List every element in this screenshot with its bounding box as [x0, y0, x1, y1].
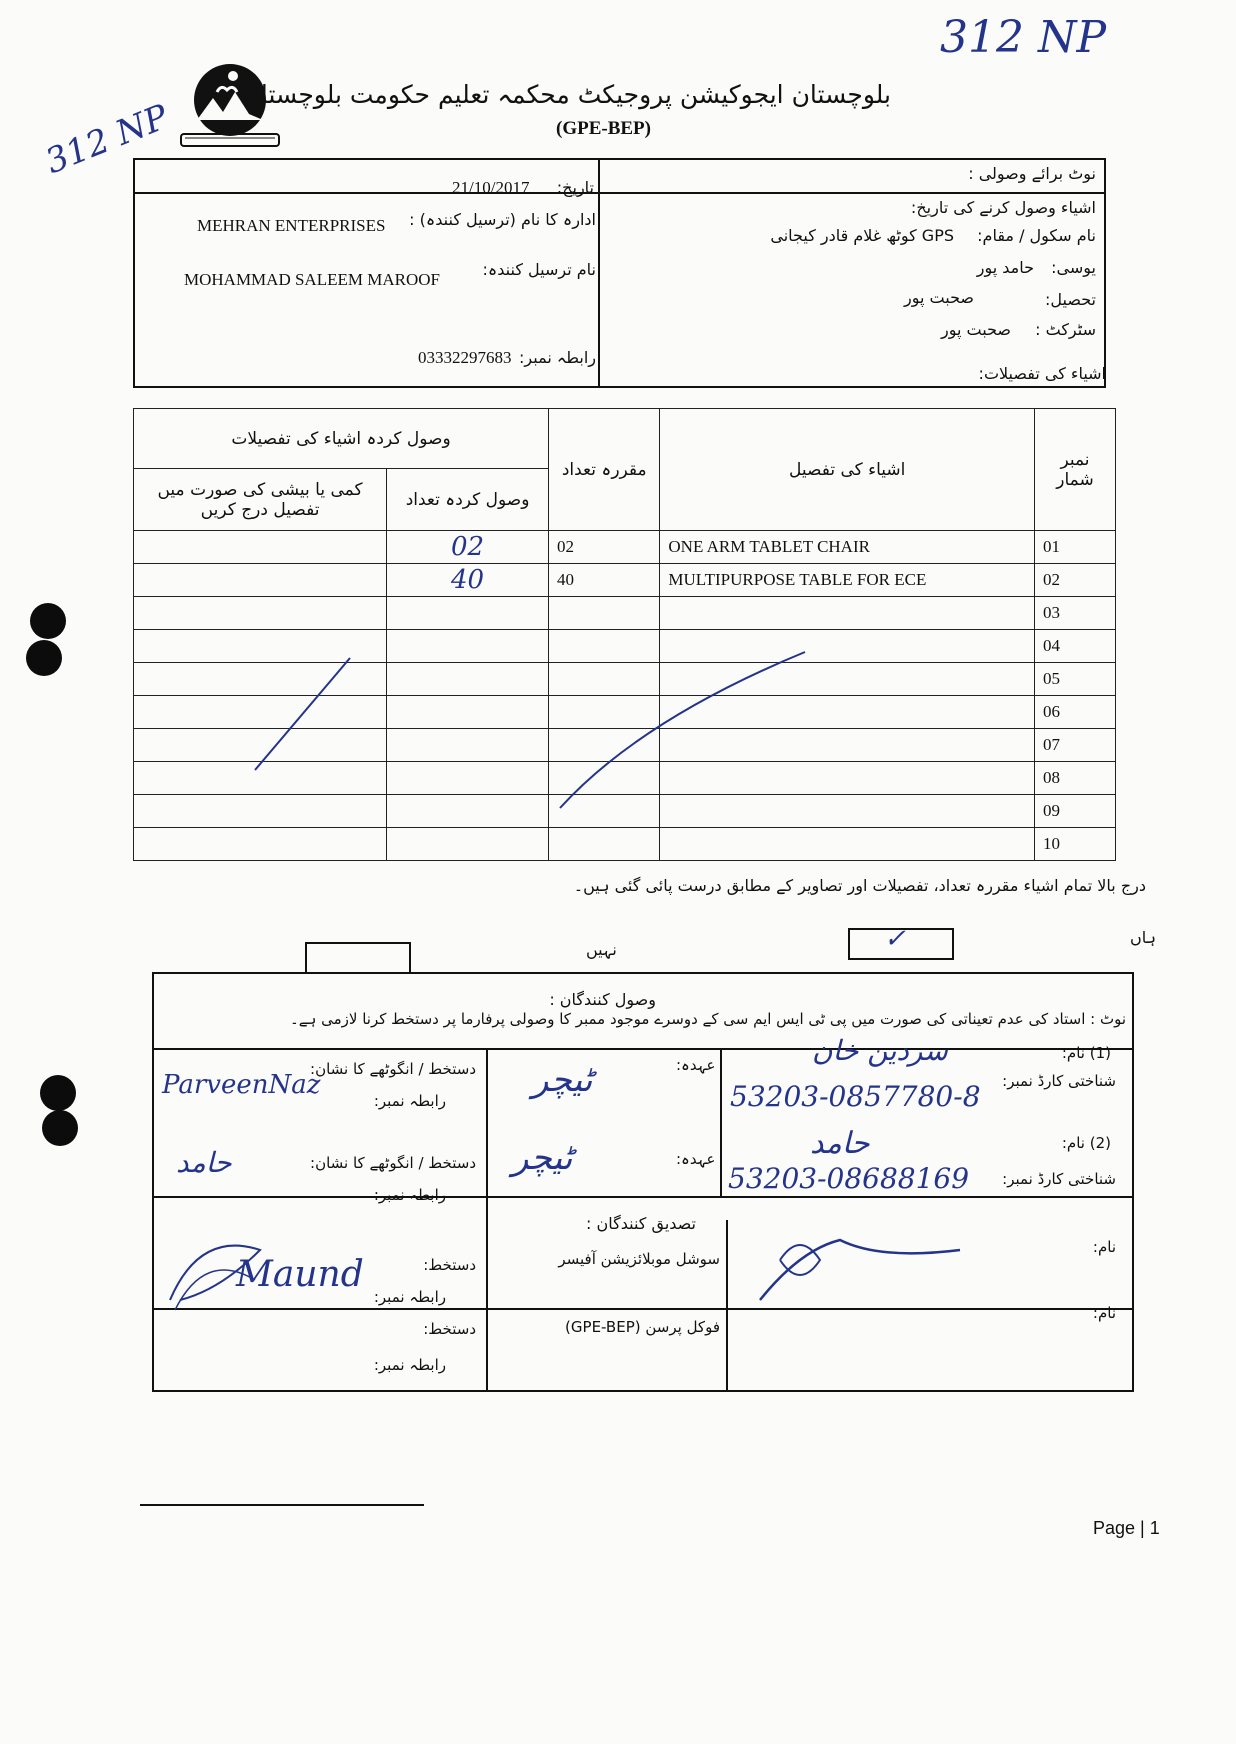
school-value: GPS کوٹھ غلام قادر کیجانی	[770, 226, 954, 245]
sender-label: نام ترسیل کنندہ:	[482, 260, 596, 279]
serial-cell: 06	[1034, 696, 1115, 729]
district-value: صحبت پور	[941, 320, 1011, 339]
table-row	[134, 630, 1116, 663]
col-received-qty: وصول کردہ تعداد	[387, 469, 549, 531]
district-label: سٹرکٹ :	[1035, 320, 1096, 339]
no-label: نہیں	[586, 940, 617, 959]
side-annotation: 312 NP	[40, 96, 174, 183]
v2-sign-label: دستخط:	[423, 1320, 476, 1338]
shortfall-cell	[134, 564, 387, 597]
r2-designation-hand: ٹیچر	[512, 1138, 573, 1178]
punch-hole	[30, 603, 66, 639]
shortfall-cell	[134, 531, 387, 564]
school-label: نام سکول / مقام:	[977, 226, 1096, 245]
serial-cell: 02	[1034, 564, 1115, 597]
fixed-qty-cell: 02	[549, 531, 660, 564]
v2-title: فوکل پرسن (GPE-BEP)	[565, 1318, 720, 1336]
r1-name-hand: سردین خان	[812, 1034, 948, 1067]
r1-sign-hand: ParveenNaz	[162, 1070, 321, 1100]
serial-cell: 09	[1034, 795, 1115, 828]
r2-cnic-label: شناختی کارڈ نمبر:	[1002, 1170, 1116, 1188]
table-row	[134, 597, 1116, 630]
punch-hole	[40, 1075, 76, 1111]
confirmation-statement: درج بالا تمام اشیاء مقررہ تعداد، تفصیلات اور تصاویر کے مطابق درست پائی گئی ہیں۔	[573, 876, 1146, 895]
v1-title: سوشل موبلائزیشن آفیسر	[558, 1250, 720, 1268]
verifiers-row-line	[152, 1308, 1134, 1310]
yes-mark: ✓	[884, 924, 906, 954]
v2-contact-label: رابطہ نمبر:	[373, 1356, 446, 1374]
info-divider	[598, 158, 600, 388]
page-number: Page | 1	[1093, 1518, 1160, 1538]
receive-date-label: اشیاء وصول کرنے کی تاریخ:	[910, 198, 1096, 217]
table-row	[134, 795, 1116, 828]
contact-label: رابطہ نمبر:	[519, 348, 596, 367]
items-table	[133, 408, 1116, 861]
receivers-heading: وصول کنندگان :	[549, 990, 656, 1009]
details-label: اشیاء کی تفصیلات:	[978, 364, 1106, 383]
r2-designation-label: عہدہ:	[676, 1150, 716, 1168]
col-shortfall: کمی یا بیشی کی صورت میں تفصیل درج کریں	[134, 469, 387, 531]
table-row	[134, 729, 1116, 762]
r2-contact-label: رابطہ نمبر:	[373, 1186, 446, 1204]
serial-cell: 03	[1034, 597, 1115, 630]
table-row	[134, 531, 1116, 564]
v1-name-label: نام:	[1092, 1238, 1116, 1256]
yes-checkbox[interactable]	[848, 924, 954, 960]
receivers-note: نوٹ : استاد کی عدم تعیناتی کی صورت میں پی ٹی ایس ایم سی کے دوسرے موجود ممبر کا وصولی پرفارما پر دستخط کرنا لازمی ہے۔	[289, 1010, 1126, 1028]
serial-cell: 07	[1034, 729, 1115, 762]
receivers-divider-2	[720, 1048, 722, 1196]
v1-sign-hand: Maund	[236, 1254, 364, 1295]
serial-cell: 08	[1034, 762, 1115, 795]
header-subtitle: (GPE-BEP)	[556, 118, 651, 139]
punch-hole	[42, 1110, 78, 1146]
received-qty-cell: 40	[387, 564, 549, 597]
r1-name-label: (1) نام:	[1061, 1044, 1111, 1062]
table-row	[134, 762, 1116, 795]
uc-value: حامد پور	[976, 258, 1034, 277]
punch-hole	[26, 640, 62, 676]
info-header-line	[133, 192, 1106, 194]
date-value: 21/10/2017	[452, 178, 530, 197]
tehsil-value: صحبت پور	[904, 288, 974, 307]
receivers-line	[152, 1048, 1134, 1050]
table-row	[134, 564, 1116, 597]
col-fixed-qty: مقررہ تعداد	[549, 409, 660, 531]
uc-label: یوسی:	[1051, 258, 1096, 277]
serial-cell: 01	[1034, 531, 1115, 564]
item-cell: ONE ARM TABLET CHAIR	[660, 531, 1035, 564]
company-label: ادارہ کا نام (ترسیل کنندہ) :	[409, 210, 596, 229]
col-item: اشیاء کی تفصیل	[660, 409, 1035, 531]
table-row	[134, 828, 1116, 861]
col-received-group: وصول کردہ اشیاء کی تفصیلات	[134, 409, 549, 469]
date-label: تاریخ:	[556, 178, 594, 197]
contact-value: 03332297683	[418, 348, 512, 367]
fixed-qty-cell: 40	[549, 564, 660, 597]
v1-sign-label: دستخط:	[423, 1256, 476, 1274]
sender-value: MOHAMMAD SALEEM MAROOF	[184, 270, 440, 289]
note-label: نوٹ برائے وصولی :	[968, 164, 1096, 183]
r1-sign-label: دستخط / انگوٹھے کا نشان:	[310, 1060, 476, 1078]
r1-cnic-label: شناختی کارڈ نمبر:	[1002, 1072, 1116, 1090]
r1-cnic-hand: 53203-0857780-8	[730, 1080, 981, 1113]
r1-contact-label: رابطہ نمبر:	[373, 1092, 446, 1110]
receivers-divider-1	[486, 1048, 488, 1392]
table-row	[134, 696, 1116, 729]
col-serial: نمبر شمار	[1034, 409, 1115, 531]
item-cell: MULTIPURPOSE TABLE FOR ECE	[660, 564, 1035, 597]
header-title: بلوچستان ایجوکیشن پروجیکٹ محکمہ تعلیم حکومت بلوچستان	[242, 80, 891, 109]
r2-sign-hand: حامد	[176, 1146, 232, 1179]
v1-contact-label: رابطہ نمبر:	[373, 1288, 446, 1306]
r2-name-label: (2) نام:	[1061, 1134, 1111, 1152]
r2-sign-label: دستخط / انگوٹھے کا نشان:	[310, 1154, 476, 1172]
v2-name-label: نام:	[1092, 1304, 1116, 1322]
serial-cell: 10	[1034, 828, 1115, 861]
verifiers-line	[152, 1196, 1134, 1198]
r1-designation-label: عہدہ:	[676, 1056, 716, 1074]
footer-line	[140, 1504, 424, 1506]
yes-label: ہاں	[1130, 928, 1156, 947]
r2-name-hand: حامد	[810, 1126, 870, 1161]
top-annotation: 312 NP	[940, 12, 1107, 63]
verifiers-heading: تصدیق کنندگان :	[586, 1214, 696, 1233]
tehsil-label: تحصیل:	[1045, 290, 1096, 309]
serial-cell: 04	[1034, 630, 1115, 663]
company-value: MEHRAN ENTERPRISES	[197, 216, 386, 235]
no-checkbox[interactable]	[305, 942, 411, 974]
r2-cnic-hand: 53203-08688169	[728, 1162, 970, 1195]
r1-designation-hand: ٹیچر	[532, 1060, 593, 1100]
verifiers-divider	[726, 1220, 728, 1392]
serial-cell: 05	[1034, 663, 1115, 696]
table-row	[134, 663, 1116, 696]
received-qty-cell: 02	[387, 531, 549, 564]
